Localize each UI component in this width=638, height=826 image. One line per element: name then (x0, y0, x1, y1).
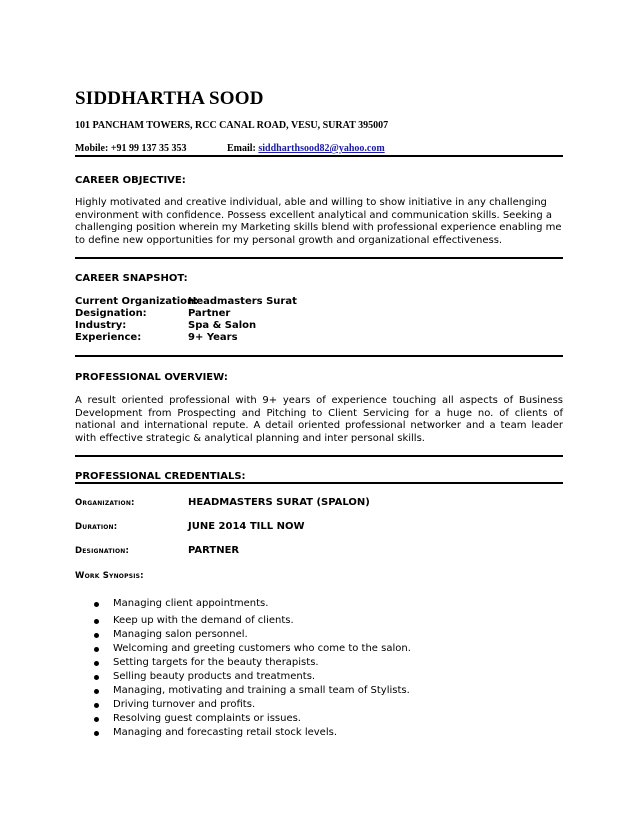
email-link[interactable]: siddharthsood82@yahoo.com (258, 143, 385, 154)
snapshot-value: Partner (188, 308, 231, 319)
bullet-icon (94, 647, 99, 652)
professional-overview-text: A result oriented professional with 9+ years of experience touching all aspects of Business Development from Prospecting and Pitching to Client Servicing for a huge no. of clients of national and international repute. A detail oriented professional networker and a team leader with effective strategic & analytical planning and inter personal skills. (75, 395, 563, 444)
snapshot-label: Industry: (75, 320, 127, 331)
list-item-text: Driving turnover and profits. (113, 699, 256, 710)
bullet-icon (94, 661, 99, 666)
list-item-text: Welcoming and greeting customers who come to the salon. (113, 643, 411, 654)
credential-value: HEADMASTERS SURAT (SPALON) (188, 497, 370, 508)
career-snapshot-heading: CAREER SNAPSHOT: (75, 273, 188, 284)
bullet-icon (94, 717, 99, 722)
bullet-icon (94, 703, 99, 708)
credential-label: Organization: (75, 498, 135, 508)
list-item-text: Managing salon personnel. (113, 629, 248, 640)
candidate-address: 101 PANCHAM TOWERS, RCC CANAL ROAD, VESU, SURAT 395007 (75, 120, 389, 131)
list-item-text: Keep up with the demand of clients. (113, 615, 294, 626)
career-objective-text: Highly motivated and creative individual, able and willing to show initiative in any challenging environment with confidence. Possess excellent analytical and communication skills. Seeking a challenging position wherein my Marketing skills blend with professional experience enabling me to define new opportunities for my personal growth and organizational effectiveness. (75, 197, 562, 246)
list-item-text: Managing, motivating and training a small team of Stylists. (113, 685, 410, 696)
professional-overview-heading: PROFESSIONAL OVERVIEW: (75, 372, 228, 383)
work-synopsis-label: Work Synopsis: (75, 571, 144, 581)
credential-label: Duration: (75, 522, 118, 532)
snapshot-value: Headmasters Surat (188, 296, 297, 307)
candidate-name: SIDDHARTHA SOOD (75, 88, 264, 109)
work-synopsis-list (75, 0, 563, 826)
snapshot-value: 9+ Years (188, 332, 238, 343)
career-objective-heading: CAREER OBJECTIVE: (75, 175, 186, 186)
bullet-icon (94, 619, 99, 624)
snapshot-label: Current Organization: (75, 296, 199, 307)
credential-label: Designation: (75, 546, 130, 556)
bullet-icon (94, 731, 99, 736)
professional-credentials-heading: PROFESSIONAL CREDENTIALS: (75, 471, 246, 482)
list-item-text: Resolving guest complaints or issues. (113, 713, 301, 724)
list-item-text: Selling beauty products and treatments. (113, 671, 316, 682)
bullet-icon (94, 689, 99, 694)
list-item-text: Managing client appointments. (113, 598, 269, 609)
snapshot-label: Experience: (75, 332, 142, 343)
email-label: Email: (227, 143, 259, 154)
credential-value: JUNE 2014 TILL NOW (188, 521, 305, 532)
mobile-number: Mobile: +91 99 137 35 353 (75, 143, 187, 154)
list-item-text: Setting targets for the beauty therapists. (113, 657, 319, 668)
snapshot-label: Designation: (75, 308, 147, 319)
bullet-icon (94, 633, 99, 638)
snapshot-value: Spa & Salon (188, 320, 257, 331)
list-item-text: Managing and forecasting retail stock levels. (113, 727, 337, 738)
bullet-icon (94, 675, 99, 680)
credential-value: PARTNER (188, 545, 240, 556)
bullet-icon (94, 602, 99, 607)
